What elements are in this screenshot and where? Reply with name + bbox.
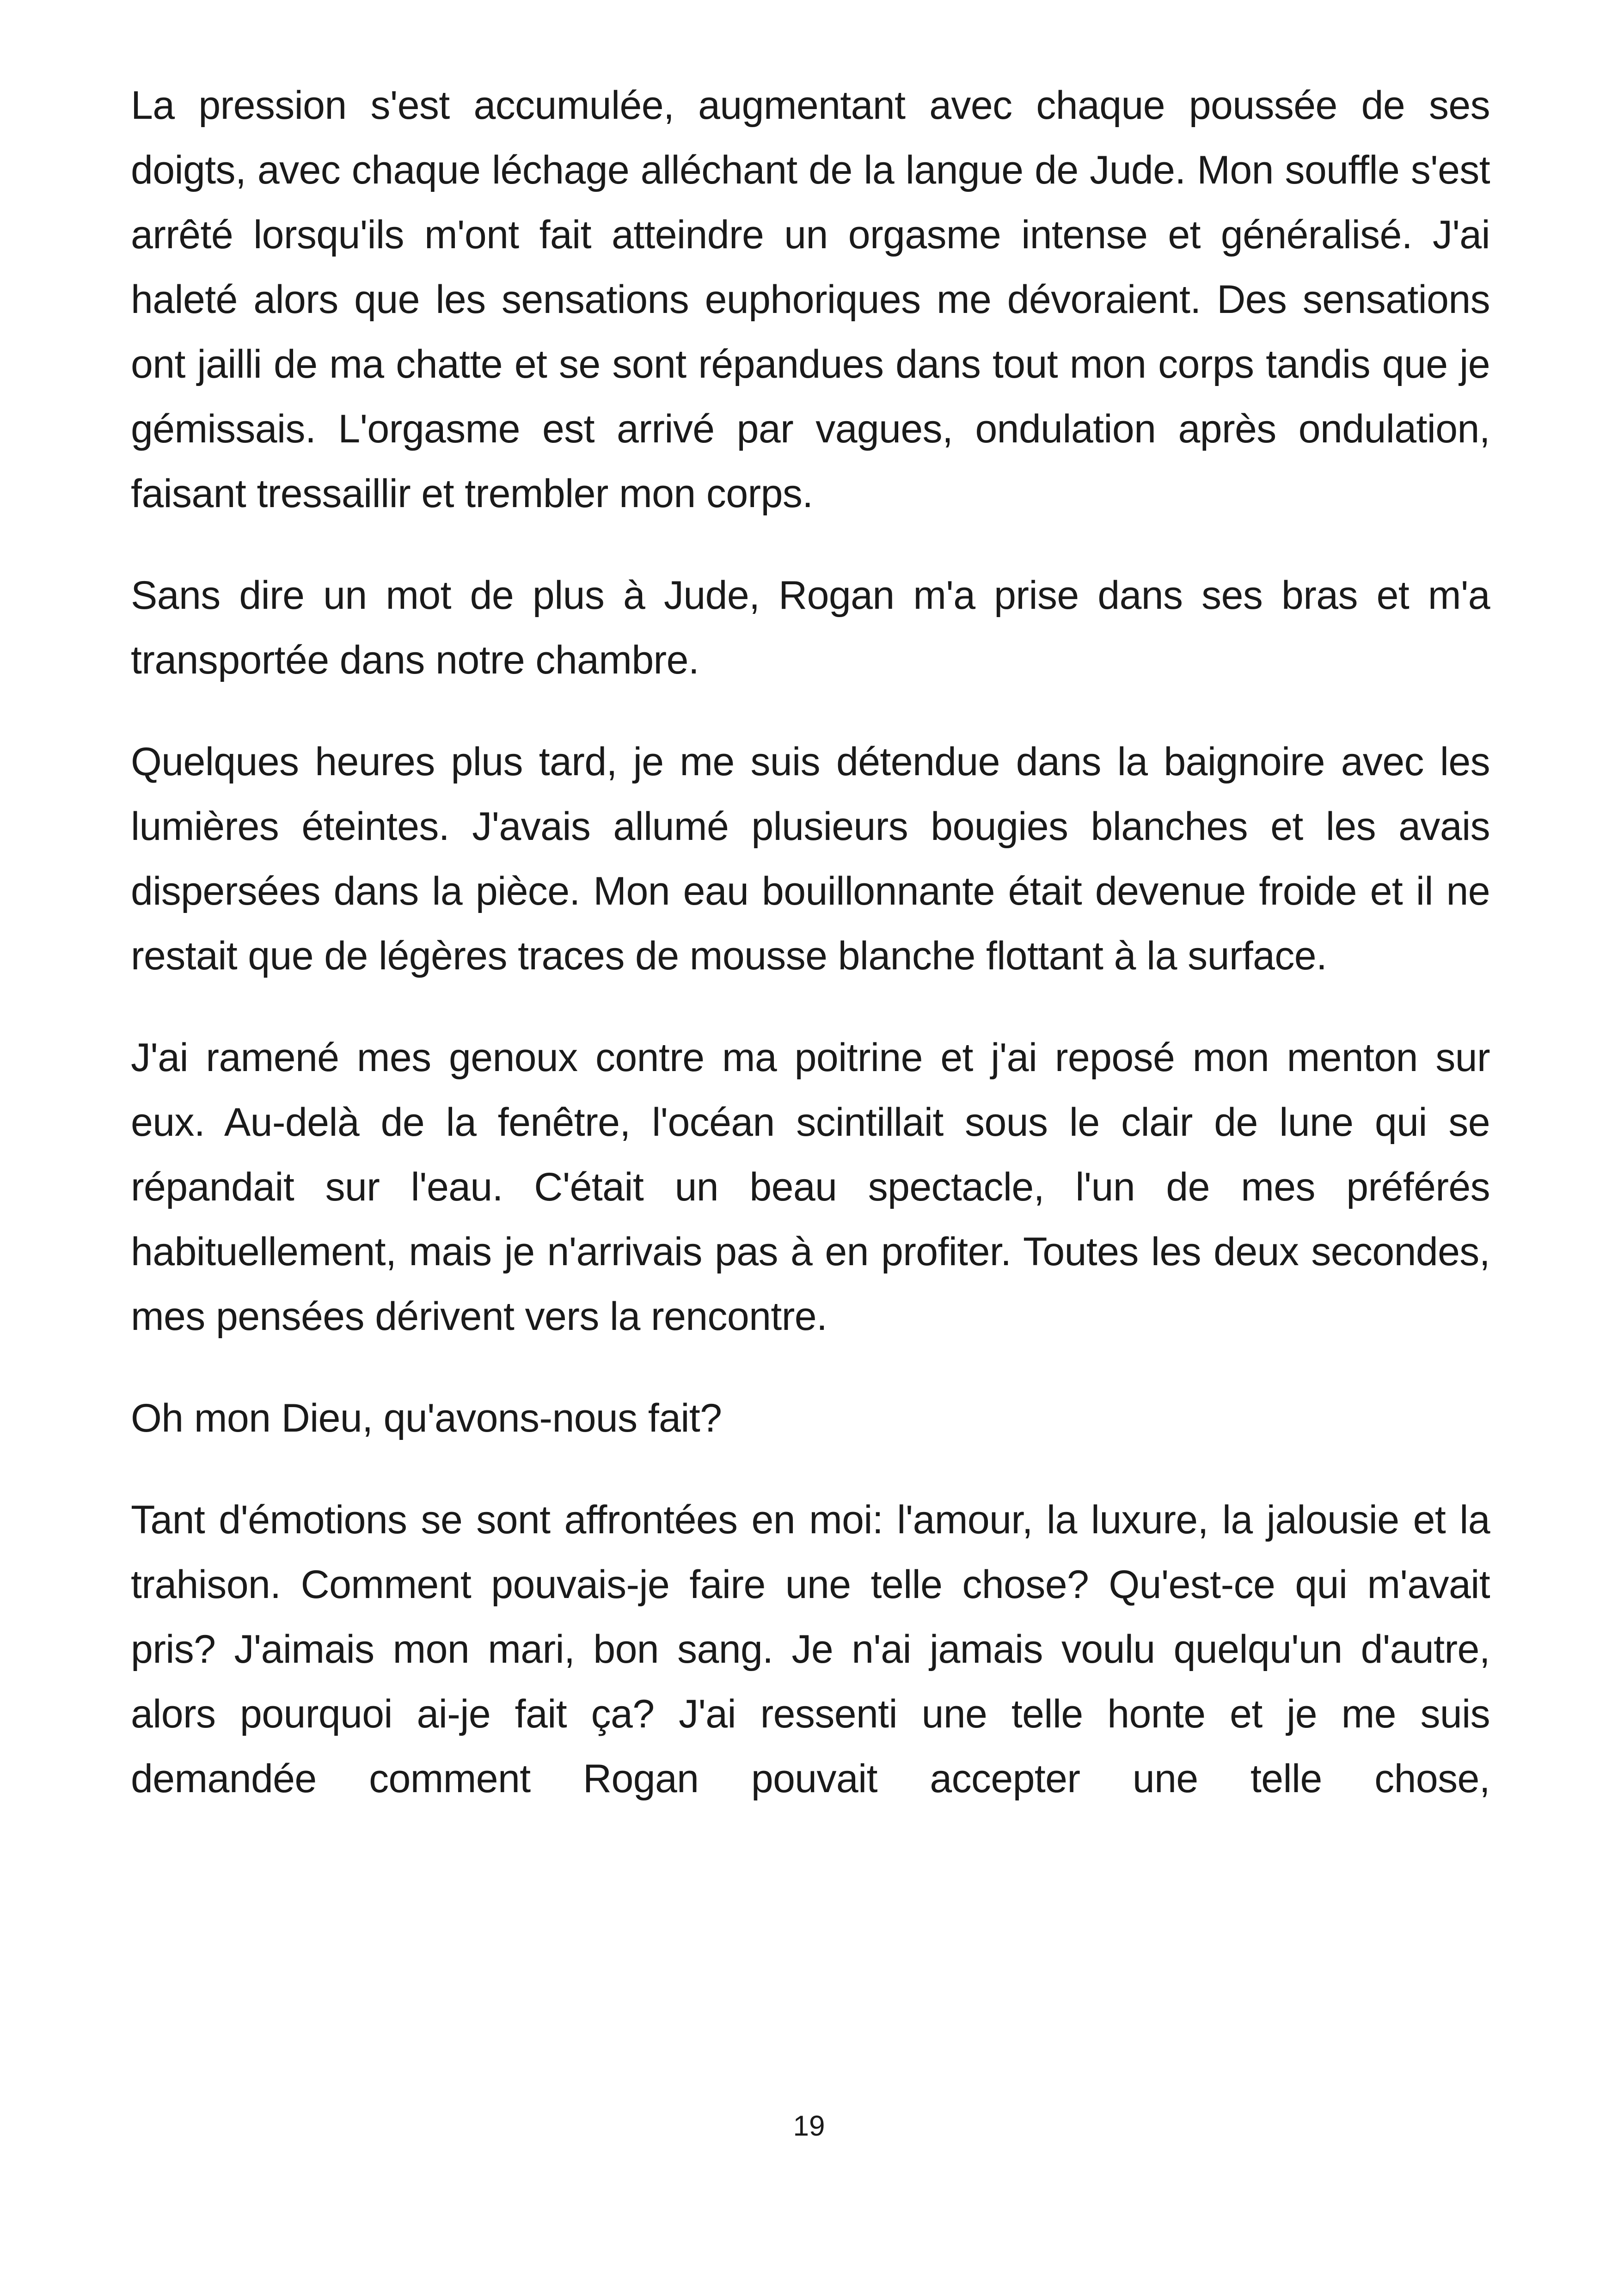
body-text <box>131 73 1490 1811</box>
paragraph-2: Sans dire un mot de plus à Jude, Rogan m'a prise dans ses bras et m'a transportée dans notre chambre. <box>131 573 1490 682</box>
paragraph-6: Tant d'émotions se sont affrontées en moi: l'amour, la luxure, la jalousie et la trahison. Comment pouvais-je faire une telle chose? Qu'est-ce qui m'avait pris? J'aimais mon mari, bon sang. Je n'ai jamais voulu quelqu'un d'autre, alors pourquoi ai-je fait ça? J'ai ressenti une telle honte et je me suis demandée comment Rogan pouvait accepter une telle chose, <box>131 1498 1490 1801</box>
paragraph-1: La pression s'est accumulée, augmentant avec chaque poussée de ses doigts, avec chaque léchage alléchant de la langue de Jude. Mon souffle s'est arrêté lorsqu'ils m'ont fait atteindre un orgasme intense et généralisé. J'ai haleté alors que les sensations euphoriques me dévoraient. Des sensations ont jailli de ma chatte et se sont répandues dans tout mon corps tandis que je gémissais. L'orgasme est arrivé par vagues, ondulation après ondulation, faisant tressaillir et trembler mon corps. <box>131 83 1490 516</box>
page-number: 19 <box>793 2110 825 2142</box>
paragraph-4: J'ai ramené mes genoux contre ma poitrine et j'ai reposé mon menton sur eux. Au-delà de la fenêtre, l'océan scintillait sous le clair de lune qui se répandait sur l'eau. C'était un beau spectacle, l'un de mes préférés habituellement, mais je n'arrivais pas à en profiter. Toutes les deux secondes, mes pensées dérivent vers la rencontre. <box>131 1035 1490 1339</box>
paragraph-3: Quelques heures plus tard, je me suis détendue dans la baignoire avec les lumières éteintes. J'avais allumé plusieurs bougies blanches et les avais dispersées dans la pièce. Mon eau bouillonnante était devenue froide et il ne restait que de légères traces de mousse blanche flottant à la surface. <box>131 740 1490 978</box>
paragraph-5: Oh mon Dieu, qu'avons-nous fait? <box>131 1396 722 1440</box>
